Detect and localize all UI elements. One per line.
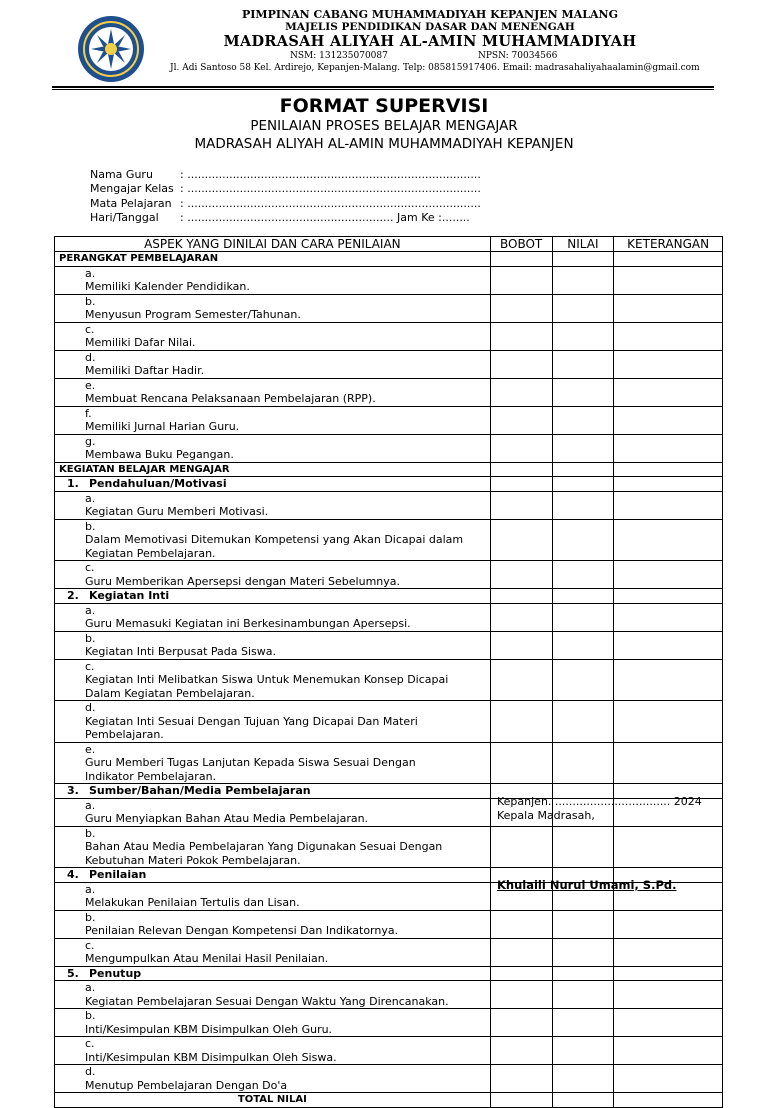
item-marker: e.: [85, 378, 96, 392]
criteria-item: [55, 266, 491, 294]
item-text: Penilaian Relevan Dengan Kompetensi Dan Indikatornya.: [85, 924, 399, 937]
item-marker: b.: [85, 826, 96, 840]
total-label: TOTAL NILAI: [55, 1093, 491, 1108]
table-row: [55, 294, 723, 322]
item-text: Kegiatan Inti Melibatkan Siswa Untuk Menemukan Konsep Dicapai Dalam Kegiatan Pembelajaran.: [85, 673, 449, 700]
keterangan-cell[interactable]: [614, 491, 723, 519]
criteria-item: [55, 981, 491, 1009]
item-marker: a.: [85, 882, 96, 896]
nilai-cell[interactable]: [552, 294, 614, 322]
table-row: [55, 1065, 723, 1093]
item-marker: c.: [85, 561, 95, 574]
nama-guru-field: : ....................................................................................: [180, 168, 481, 181]
bobot-cell[interactable]: [490, 981, 552, 1009]
keterangan-cell[interactable]: [614, 266, 723, 294]
table-row: [55, 477, 723, 492]
supervision-table: [54, 236, 723, 1108]
table-row: [55, 1009, 723, 1037]
item-text: Kegiatan Inti Berpusat Pada Siswa.: [85, 645, 276, 658]
section-title: PERANGKAT PEMBELAJARAN: [59, 253, 219, 264]
bobot-cell[interactable]: [490, 826, 552, 868]
keterangan-cell[interactable]: [614, 826, 723, 868]
table-row: [55, 631, 723, 659]
criteria-item: [55, 1037, 491, 1065]
criteria-item: [55, 561, 491, 589]
nilai-cell[interactable]: [552, 1065, 614, 1093]
section-title: KEGIATAN BELAJAR MENGAJAR: [59, 463, 230, 475]
keterangan-cell[interactable]: [614, 603, 723, 631]
item-text: Guru Memberikan Apersepsi dengan Materi Sebelumnya.: [85, 574, 400, 588]
table-row: [55, 252, 723, 267]
teacher-info: [90, 168, 481, 225]
item-marker: f.: [85, 406, 92, 420]
letterhead-text: [170, 8, 700, 74]
signer-role: Kepala Madrasah,: [497, 809, 595, 822]
item-marker: a.: [85, 981, 96, 994]
keterangan-cell[interactable]: [614, 252, 723, 267]
table-row: [55, 406, 723, 434]
criteria-item: [55, 701, 491, 743]
section-title: Pendahuluan/Motivasi: [89, 477, 227, 490]
mapel-field: : ....................................................................................: [180, 196, 481, 210]
table-row: [55, 491, 723, 519]
hari-row: [90, 211, 481, 225]
nilai-cell[interactable]: [552, 266, 614, 294]
header-bobot: BOBOT: [490, 237, 552, 252]
item-marker: a.: [85, 491, 96, 505]
muhammadiyah-logo-icon: [66, 14, 156, 84]
keterangan-cell[interactable]: [614, 322, 723, 350]
bobot-cell[interactable]: [490, 406, 552, 434]
place-date: Kepanjen. ................................. 2024: [497, 795, 702, 808]
item-text: Menyusun Program Semester/Tahunan.: [85, 308, 301, 321]
item-marker: b.: [85, 519, 96, 533]
table-row: [55, 603, 723, 631]
section-number: 2.: [67, 589, 79, 602]
keterangan-cell[interactable]: [614, 589, 723, 604]
table-row: [55, 266, 723, 294]
table-row: [55, 322, 723, 350]
item-text: Menutup Pembelajaran Dengan Do'a: [85, 1078, 288, 1092]
nilai-cell[interactable]: [552, 589, 614, 604]
item-marker: b.: [85, 631, 96, 645]
bobot-cell[interactable]: [490, 631, 552, 659]
item-text: Kegiatan Guru Memberi Motivasi.: [85, 505, 269, 518]
item-marker: b.: [85, 910, 96, 924]
keterangan-cell[interactable]: [614, 659, 723, 701]
section-number: 5.: [67, 966, 79, 980]
bobot-cell[interactable]: [490, 603, 552, 631]
criteria-item: [55, 378, 491, 406]
criteria-item: [55, 350, 491, 378]
mapel-row: [90, 197, 481, 211]
nilai-cell[interactable]: [552, 350, 614, 378]
criteria-item: [55, 519, 491, 561]
page-title: FORMAT SUPERVISI: [279, 95, 489, 117]
keterangan-cell[interactable]: [614, 742, 723, 784]
letterhead: [60, 8, 700, 90]
bobot-cell[interactable]: [490, 910, 552, 938]
table-row: [55, 519, 723, 561]
bobot-cell[interactable]: [490, 434, 552, 462]
item-text: Membawa Buku Pegangan.: [85, 448, 234, 461]
criteria-item: [55, 406, 491, 434]
item-marker: c.: [85, 1037, 95, 1050]
item-text: Kegiatan Pembelajaran Sesuai Dengan Waktu Yang Direncanakan.: [85, 994, 449, 1008]
hari-label: Hari/Tanggal: [90, 210, 159, 224]
signature-block: [497, 795, 702, 823]
nilai-cell[interactable]: [552, 966, 614, 981]
table-row: [55, 462, 723, 477]
bobot-cell[interactable]: [490, 966, 552, 981]
bobot-cell[interactable]: [490, 294, 552, 322]
bobot-cell[interactable]: [490, 701, 552, 743]
keterangan-cell[interactable]: [614, 378, 723, 406]
item-marker: g.: [85, 434, 96, 448]
nilai-cell[interactable]: [552, 322, 614, 350]
table-row: [55, 1037, 723, 1065]
criteria-item: [55, 322, 491, 350]
item-text: Memiliki Jurnal Harian Guru.: [85, 420, 240, 433]
keterangan-cell[interactable]: [614, 966, 723, 981]
nsm: NSM: 131235070087: [290, 51, 388, 61]
letterhead-divider: [52, 86, 714, 90]
bobot-cell[interactable]: [490, 266, 552, 294]
item-marker: a.: [85, 266, 96, 280]
bobot-cell[interactable]: [490, 938, 552, 966]
item-marker: b.: [85, 294, 96, 308]
criteria-item: [55, 882, 491, 910]
keterangan-cell[interactable]: [614, 631, 723, 659]
section-title: Sumber/Bahan/Media Pembelajaran: [89, 784, 311, 797]
bobot-cell[interactable]: [490, 1093, 552, 1108]
section-title: Penutup: [89, 966, 142, 980]
keterangan-cell[interactable]: [614, 406, 723, 434]
nilai-cell[interactable]: [552, 659, 614, 701]
keterangan-cell[interactable]: [614, 910, 723, 938]
item-text: Memiliki Daftar Hadir.: [85, 364, 205, 377]
item-marker: b.: [85, 1009, 96, 1022]
table-row: [55, 938, 723, 966]
bobot-cell[interactable]: [490, 519, 552, 561]
bobot-cell[interactable]: [490, 561, 552, 589]
criteria-item: [55, 434, 491, 462]
bobot-cell[interactable]: [490, 477, 552, 492]
section-kegiatan: [55, 462, 491, 477]
keterangan-cell[interactable]: [614, 1037, 723, 1065]
item-text: Guru Memasuki Kegiatan ini Berkesinambungan Apersepsi.: [85, 617, 411, 630]
bobot-cell[interactable]: [490, 1037, 552, 1065]
table-row: [55, 659, 723, 701]
keterangan-cell[interactable]: [614, 350, 723, 378]
bobot-cell[interactable]: [490, 322, 552, 350]
item-marker: d.: [85, 701, 96, 714]
nilai-cell[interactable]: [552, 701, 614, 743]
nama-guru-label: Nama Guru: [90, 168, 153, 181]
item-marker: c.: [85, 659, 95, 673]
nilai-cell[interactable]: [552, 519, 614, 561]
criteria-item: [55, 659, 491, 701]
item-marker: d.: [85, 1065, 96, 1078]
section-title: Kegiatan Inti: [89, 589, 170, 602]
criteria-item: [55, 826, 491, 868]
nilai-cell[interactable]: [552, 631, 614, 659]
table-row: [55, 350, 723, 378]
letterhead-line1: PIMPINAN CABANG MUHAMMADIYAH KEPANJEN MALANG: [242, 8, 618, 21]
nama-guru-row: [90, 168, 481, 182]
nilai-cell[interactable]: [552, 1037, 614, 1065]
bobot-cell[interactable]: [490, 659, 552, 701]
nilai-cell[interactable]: [552, 1009, 614, 1037]
table-header-row: [55, 237, 723, 252]
criteria-item: [55, 603, 491, 631]
keterangan-cell[interactable]: [614, 938, 723, 966]
criteria-item: [55, 491, 491, 519]
bobot-cell[interactable]: [490, 589, 552, 604]
table-row: [55, 742, 723, 784]
item-text: Mengumpulkan Atau Menilai Hasil Penilaian.: [85, 952, 329, 965]
subsection-header: [55, 868, 491, 883]
table-row: [55, 826, 723, 868]
table-row: [55, 910, 723, 938]
item-text: Memiliki Dafar Nilai.: [85, 336, 196, 349]
mapel-label: Mata Pelajaran: [90, 196, 172, 210]
table-row: [55, 589, 723, 604]
kelas-row: [90, 182, 481, 196]
signer-name: Khulaili Nurul Umami, S.Pd.: [497, 878, 677, 892]
bobot-cell[interactable]: [490, 491, 552, 519]
total-row: [55, 1093, 723, 1108]
bobot-cell[interactable]: [490, 252, 552, 267]
item-text: Bahan Atau Media Pembelajaran Yang Digunakan Sesuai Dengan Kebutuhan Materi Pokok Pembelajaran.: [85, 840, 443, 867]
criteria-item: [55, 938, 491, 966]
table-row: [55, 561, 723, 589]
section-number: 4.: [67, 868, 79, 881]
keterangan-cell[interactable]: [614, 1093, 723, 1108]
keterangan-cell[interactable]: [614, 1009, 723, 1037]
subsection-header: [55, 589, 491, 604]
item-marker: e.: [85, 742, 96, 756]
school-name: MADRASAH ALIYAH AL-AMIN MUHAMMADIYAH: [223, 33, 637, 50]
keterangan-cell[interactable]: [614, 701, 723, 743]
nilai-cell[interactable]: [552, 462, 614, 477]
nilai-cell[interactable]: [552, 561, 614, 589]
nilai-cell[interactable]: [552, 406, 614, 434]
nilai-cell[interactable]: [552, 981, 614, 1009]
criteria-item: [55, 742, 491, 784]
keterangan-cell[interactable]: [614, 561, 723, 589]
nilai-cell[interactable]: [552, 1093, 614, 1108]
keterangan-cell[interactable]: [614, 981, 723, 1009]
nilai-cell[interactable]: [552, 826, 614, 868]
keterangan-cell[interactable]: [614, 462, 723, 477]
bobot-cell[interactable]: [490, 378, 552, 406]
header-keterangan: KETERANGAN: [614, 237, 723, 252]
item-text: Kegiatan Inti Sesuai Dengan Tujuan Yang Dicapai Dan Materi Pembelajaran.: [85, 714, 418, 741]
npsn: NPSN: 70034566: [478, 51, 558, 61]
school-ids: [170, 50, 690, 62]
subsection-header: [55, 477, 491, 492]
header-aspek: ASPEK YANG DINILAI DAN CARA PENILAIAN: [55, 237, 491, 252]
section-number: 1.: [67, 477, 79, 490]
nilai-cell[interactable]: [552, 938, 614, 966]
section-number: 3.: [67, 784, 79, 797]
header-nilai: NILAI: [552, 237, 614, 252]
item-text: Inti/Kesimpulan KBM Disimpulkan Oleh Siswa.: [85, 1050, 337, 1064]
bobot-cell[interactable]: [490, 462, 552, 477]
nilai-cell[interactable]: [552, 434, 614, 462]
item-text: Guru Menyiapkan Bahan Atau Media Pembelajaran.: [85, 812, 369, 825]
nilai-cell[interactable]: [552, 491, 614, 519]
nilai-cell[interactable]: [552, 742, 614, 784]
criteria-item: [55, 631, 491, 659]
subsection-header: [55, 966, 491, 981]
item-text: Membuat Rencana Pelaksanaan Pembelajaran (RPP).: [85, 392, 376, 405]
criteria-item: [55, 798, 491, 826]
item-text: Guru Memberi Tugas Lanjutan Kepada Siswa Sesuai Dengan Indikator Pembelajaran.: [85, 756, 416, 783]
page-subtitle-2: MADRASAH ALIYAH AL-AMIN MUHAMMADIYAH KEPANJEN: [194, 136, 574, 152]
table-row: [55, 966, 723, 981]
item-marker: d.: [85, 350, 96, 364]
nilai-cell[interactable]: [552, 378, 614, 406]
criteria-item: [55, 294, 491, 322]
item-text: Inti/Kesimpulan KBM Disimpulkan Oleh Guru.: [85, 1022, 333, 1036]
item-marker: a.: [85, 798, 96, 812]
keterangan-cell[interactable]: [614, 519, 723, 561]
item-text: Melakukan Penilaian Tertulis dan Lisan.: [85, 896, 300, 909]
item-marker: c.: [85, 322, 95, 336]
section-perangkat: [55, 252, 491, 267]
keterangan-cell[interactable]: [614, 1065, 723, 1093]
item-marker: a.: [85, 603, 96, 617]
criteria-item: [55, 1009, 491, 1037]
keterangan-cell[interactable]: [614, 294, 723, 322]
table-row: [55, 701, 723, 743]
bobot-cell[interactable]: [490, 1009, 552, 1037]
hari-field: : ........................................................... Jam Ke :........: [180, 210, 470, 224]
bobot-cell[interactable]: [490, 350, 552, 378]
table-row: [55, 981, 723, 1009]
nilai-cell[interactable]: [552, 252, 614, 267]
kelas-field: : ....................................................................................: [180, 182, 481, 196]
item-text: Memiliki Kalender Pendidikan.: [85, 280, 250, 293]
page-subtitle-1: PENILAIAN PROSES BELAJAR MENGAJAR: [250, 118, 518, 134]
keterangan-cell[interactable]: [614, 477, 723, 492]
kelas-label: Mengajar Kelas: [90, 182, 174, 196]
nilai-cell[interactable]: [552, 477, 614, 492]
school-address: Jl. Adi Santoso 58 Kel. Ardirejo, Kepanjen-Malang. Telp: 085815917406. Email: madrasahaliyahaalamin@gmail.com: [170, 63, 700, 73]
item-text: Dalam Memotivasi Ditemukan Kompetensi yang Akan Dicapai dalam Kegiatan Pembelajaran.: [85, 533, 464, 560]
letterhead-line2: MAJELIS PENDIDIKAN DASAR DAN MENENGAH: [285, 21, 575, 33]
section-title: Penilaian: [89, 868, 147, 881]
nilai-cell[interactable]: [552, 910, 614, 938]
criteria-item: [55, 910, 491, 938]
subsection-header: [55, 784, 491, 799]
item-marker: c.: [85, 938, 95, 952]
nilai-cell[interactable]: [552, 603, 614, 631]
bobot-cell[interactable]: [490, 1065, 552, 1093]
table-row: [55, 378, 723, 406]
keterangan-cell[interactable]: [614, 434, 723, 462]
criteria-item: [55, 1065, 491, 1093]
bobot-cell[interactable]: [490, 742, 552, 784]
table-row: [55, 434, 723, 462]
